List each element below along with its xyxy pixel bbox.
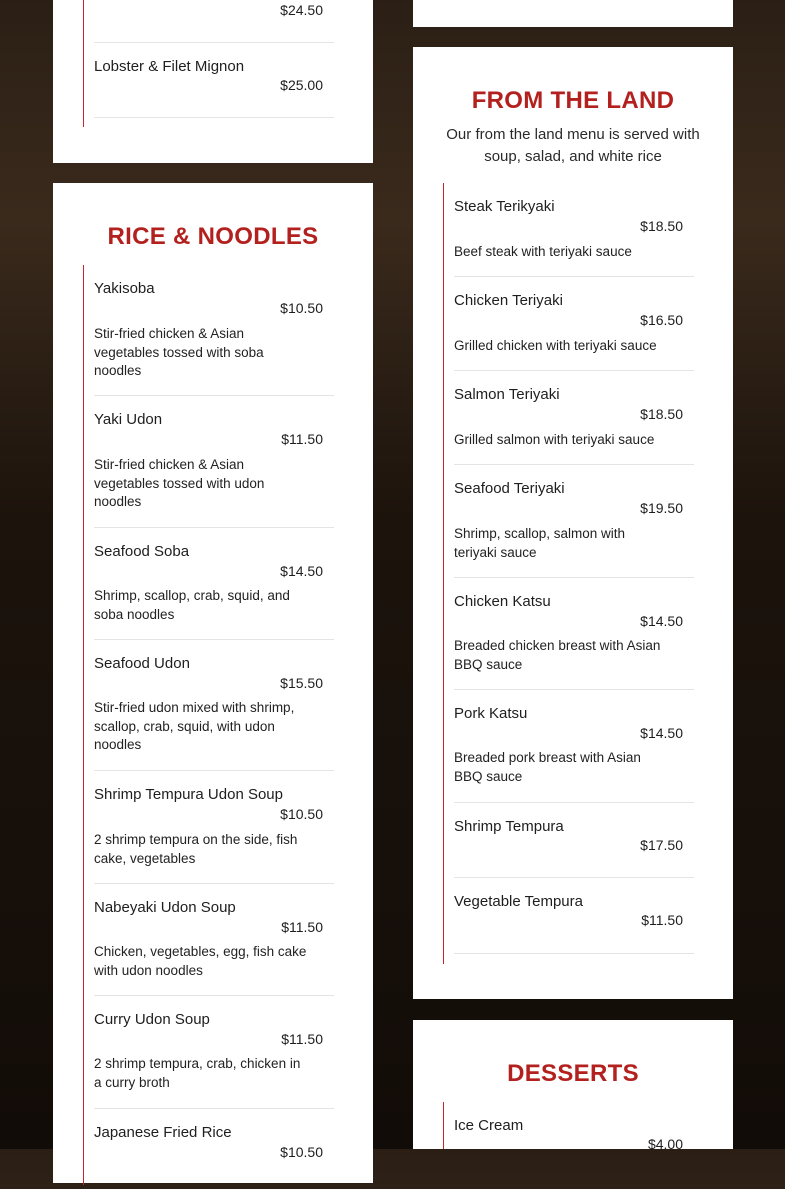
menu-item (454, 578, 694, 690)
menu-item (94, 771, 334, 884)
menu-item (94, 528, 334, 640)
menu-item-price: $10.50 (280, 806, 323, 822)
menu-card-top (413, 0, 733, 27)
menu-item (454, 803, 694, 878)
section-title: FROM THE LAND (471, 87, 675, 114)
menu-item (94, 1109, 334, 1189)
menu-item-name: Seafood Udon (94, 655, 190, 672)
menu-item-price: $18.50 (640, 218, 683, 234)
section-accent-line (83, 0, 84, 127)
menu-item-description: Grilled chicken with teriyaki sauce (454, 338, 657, 353)
menu-item-price: $10.50 (280, 300, 323, 316)
menu-item (94, 43, 334, 118)
menu-item-price: $17.50 (640, 837, 683, 853)
section-accent-line (443, 183, 444, 964)
menu-item-price: $16.50 (640, 312, 683, 328)
menu-item-price: $4.00 (647, 1136, 683, 1152)
rice-noodles-card (53, 183, 373, 1183)
menu-item-name: Shrimp Tempura (454, 818, 564, 835)
menu-item-description: Breaded pork breast with Asian BBQ sauce (454, 750, 641, 784)
menu-item-description: Stir-fried udon mixed with shrimp, scallop, crab, squid, with udon noodles (94, 700, 295, 752)
menu-item-price: $14.50 (640, 613, 683, 629)
menu-item-price: $25.00 (280, 77, 323, 93)
section-title: RICE & NOODLES (107, 223, 319, 250)
menu-item (94, 265, 334, 396)
menu-item-name: Seafood Soba (94, 543, 190, 560)
menu-item-description: 2 shrimp tempura on the side, fish cake, vegetables (94, 832, 298, 866)
menu-item-name: Pork Katsu (454, 705, 528, 722)
menu-item-description: Chicken, vegetables, egg, fish cake with udon noodles (94, 944, 307, 978)
menu-item-price: $11.50 (281, 431, 323, 447)
menu-item-price: $19.50 (640, 500, 683, 516)
menu-item-description: Stir-fried chicken & Asian vegetables tossed with udon noodles (94, 457, 265, 509)
seafood-menu-card (53, 0, 373, 163)
desserts-card (413, 1020, 733, 1152)
menu-item-name: Seafood Teriyaki (454, 480, 565, 497)
menu-item-price: $14.50 (640, 725, 683, 741)
section-accent-line (83, 265, 84, 1185)
menu-item-name: Vegetable Tempura (454, 893, 583, 910)
menu-item (454, 277, 694, 371)
menu-item-description: 2 shrimp tempura, crab, chicken in a curry broth (94, 1056, 301, 1090)
menu-item-price: $11.50 (281, 919, 323, 935)
menu-item-name: Nabeyaki Udon Soup (94, 899, 236, 916)
section-accent-line (443, 1102, 444, 1149)
menu-item-description: Stir-fried chicken & Asian vegetables tossed with soba noodles (94, 326, 264, 378)
menu-item-name: Lobster & Filet Mignon (94, 58, 245, 75)
menu-item (94, 640, 334, 771)
menu-item-name: Steak Terikyaki (454, 198, 555, 215)
menu-item-name: Ice Cream (454, 1117, 524, 1134)
menu-item-price: $11.50 (281, 1031, 323, 1047)
menu-item (454, 878, 694, 954)
menu-item-name: Curry Udon Soup (94, 1011, 210, 1028)
section-subtitle: Our from the land menu is served with soup, salad, and white rice (446, 126, 700, 165)
menu-item-description: Shrimp, scallop, crab, squid, and soba noodles (94, 588, 290, 622)
menu-item (454, 183, 694, 277)
menu-item (454, 371, 694, 465)
menu-item-price: $24.50 (280, 2, 323, 18)
section-title: DESSERTS (507, 1060, 639, 1087)
menu-item-description: Breaded chicken breast with Asian BBQ sauce (454, 638, 661, 672)
menu-item-name: Shrimp Tempura Udon Soup (94, 786, 283, 803)
menu-item-price: $18.50 (640, 406, 683, 422)
menu-item-name: Yaki Udon (94, 411, 163, 428)
menu-item-name: Chicken Teriyaki (454, 292, 563, 309)
menu-item-name: Japanese Fried Rice (94, 1124, 232, 1141)
menu-item (454, 465, 694, 578)
menu-item-price: $10.50 (280, 1144, 323, 1160)
from-the-land-card (413, 47, 733, 999)
menu-item-name: Chicken Katsu (454, 593, 551, 610)
menu-item-price: $11.50 (641, 912, 683, 928)
menu-item (454, 690, 694, 803)
menu-item-description: Grilled salmon with teriyaki sauce (454, 432, 655, 447)
menu-item-description: Shrimp, scallop, salmon with teriyaki sauce (454, 526, 626, 560)
menu-item (454, 1102, 694, 1152)
menu-item (94, 884, 334, 996)
menu-item (94, 996, 334, 1109)
menu-item-price: $14.50 (280, 563, 323, 579)
menu-item-price: $15.50 (280, 675, 323, 691)
menu-item-name: Yakisoba (94, 280, 155, 297)
menu-item-description: Beef steak with teriyaki sauce (454, 244, 632, 259)
menu-item-name: Salmon Teriyaki (454, 386, 560, 403)
menu-item (94, 396, 334, 528)
